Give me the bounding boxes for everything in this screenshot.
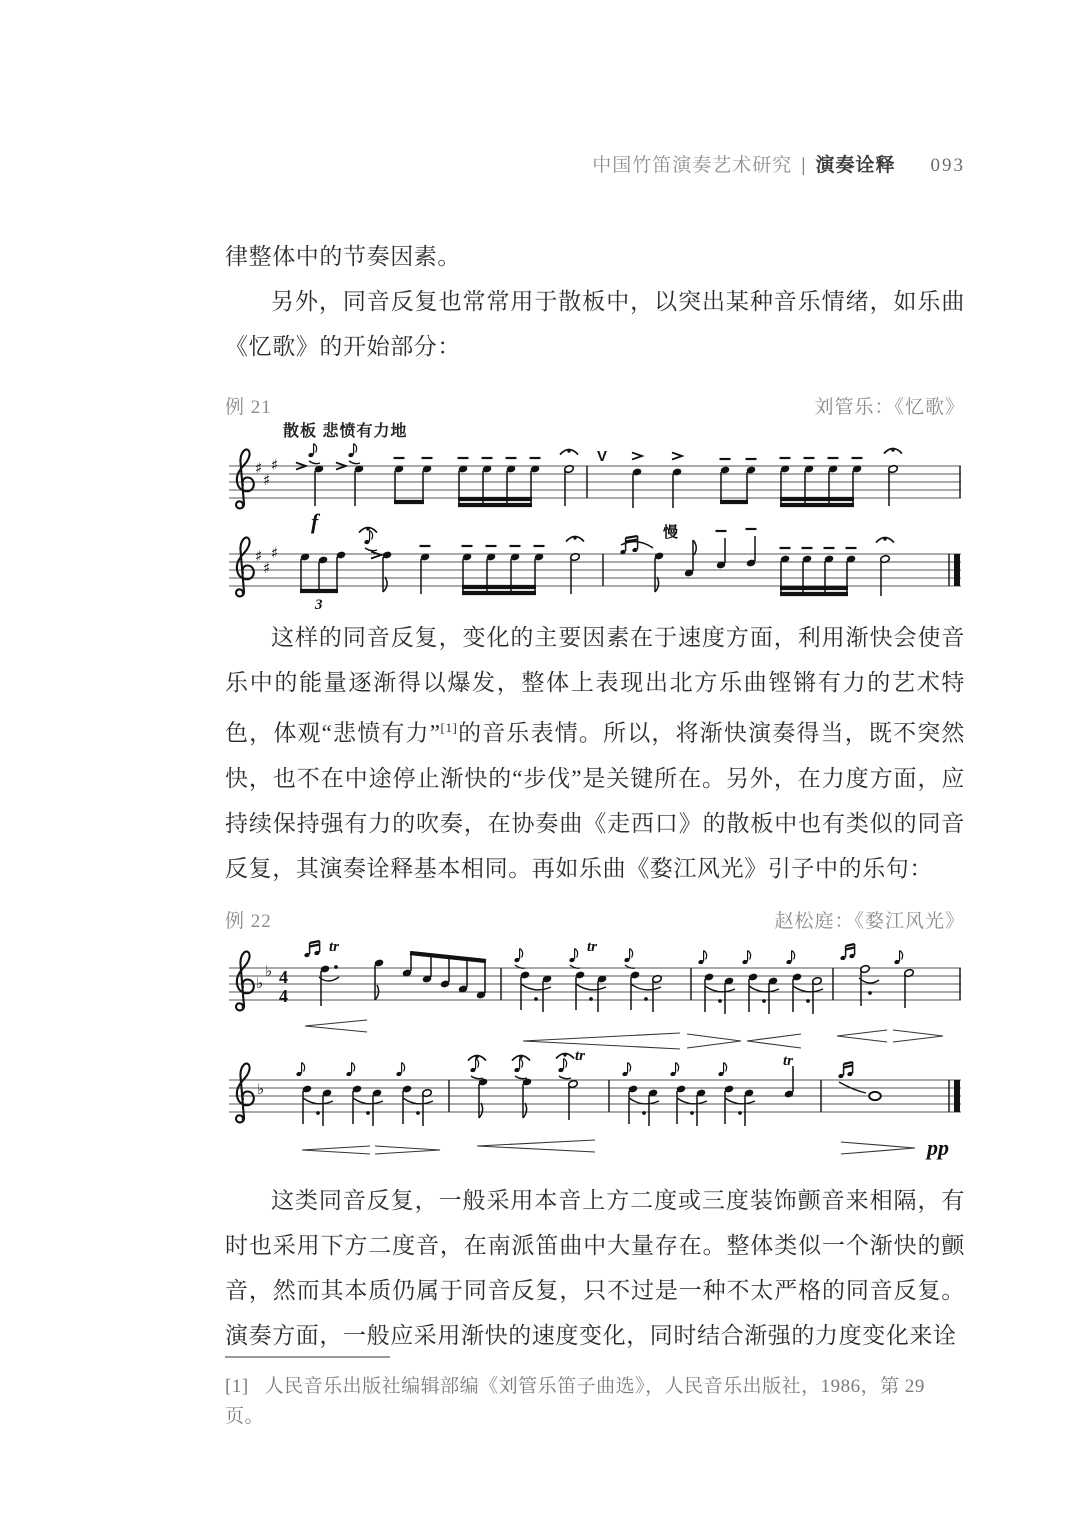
time-signature-top: 4 (279, 967, 288, 987)
page-number: 093 (930, 155, 965, 176)
trill-mark: tr (329, 939, 340, 955)
chapter-title: 演奏诠释 (815, 155, 896, 176)
score-21-system-1 (225, 436, 965, 536)
example-22-credit: 赵松庭：《婺江风光》 (774, 911, 965, 932)
dynamic-pp-label: pp (927, 1135, 949, 1160)
footnote-reference: [1] (440, 720, 458, 735)
trill-mark: tr (587, 939, 598, 955)
paragraph-3-text: 的音乐表情。所以，将渐快演奏得当，既不突然快，也不在中途停止渐快的“步伐”是关键所在。另外，在力度方面，应持续保持强有力的吹奏，在协奏曲《走西口》的散板中也有类似的同音反复，其演奏诠释基本相同。再如乐曲《婺江风光》引子中的乐句： (225, 720, 965, 881)
example-22-caption (225, 906, 965, 933)
footnote-area (225, 1356, 965, 1432)
breath-mark-label: V (597, 448, 608, 465)
treble-clef-icon (236, 449, 254, 508)
dynamic-f-label: f (311, 509, 319, 534)
paragraph-3 (225, 615, 965, 891)
sharp-icon: ♯ (255, 547, 263, 565)
example-21-credit: 刘管乐：《忆歌》 (814, 397, 965, 418)
treble-clef-icon (236, 537, 254, 596)
sharp-icon: ♯ (271, 544, 279, 562)
paragraph-4: 这类同音反复，一般采用本音上方二度或三度装饰颤音来相隔，有时也采用下方二度音，在南派笛曲中大量存在。整体类似一个渐快的颤音，然而其本质仍属于同音反复，只不过是一种不太严格的同音反复。演奏方面，一般应采用渐快的速度变化，同时结合渐强的力度变化来诠 (225, 1188, 965, 1348)
trill-mark: tr (575, 1050, 586, 1064)
footnote-divider (225, 1356, 390, 1358)
sharp-icon: ♯ (263, 471, 271, 489)
score-example-21 (225, 412, 965, 624)
triplet-number: 3 (315, 597, 323, 613)
treble-clef-icon (236, 1063, 254, 1122)
body-text-block-1 (225, 234, 965, 369)
flat-icon: ♭ (265, 962, 273, 980)
example-21-label: 例 21 (225, 397, 272, 418)
footnote-marker: [1] (225, 1376, 249, 1397)
time-signature-bottom: 4 (279, 986, 288, 1006)
header-separator: | (802, 155, 806, 176)
footnote (225, 1372, 965, 1432)
tempo-marking: 散板 悲愤有力地 (283, 423, 408, 440)
slow-tempo-mark: 慢 (663, 524, 679, 541)
paragraph-continuation: 律整体中的节奏因素。 (225, 244, 461, 269)
body-text-block-2 (225, 615, 965, 891)
score-21-system-2 (225, 524, 965, 624)
sharp-icon: ♯ (263, 559, 271, 577)
paragraph-3-text: 这样的同音反复，变化的主要因素在于速度方面，利用渐快会使音乐中的能量逐渐得以爆发，整体上表现出北方乐曲铿锵有力的艺术特色，体观“悲愤有力” (225, 625, 965, 746)
page-header (592, 150, 965, 177)
book-title: 中国竹笛演奏艺术研究 (592, 155, 793, 176)
example-22-label: 例 22 (225, 911, 272, 932)
sharp-icon: ♯ (255, 459, 263, 477)
score-22-system-2 (225, 1050, 965, 1170)
body-text-block-3 (225, 1178, 965, 1358)
score-22-system-1 (225, 938, 965, 1053)
flat-icon: ♭ (256, 974, 264, 992)
score-example-22 (225, 938, 965, 1173)
trill-mark: tr (783, 1053, 794, 1069)
flat-icon: ♭ (257, 1080, 265, 1098)
treble-clef-icon (236, 951, 254, 1010)
footnote-text: 人民音乐出版社编辑部编《刘管乐笛子曲选》，人民音乐出版社，1986，第 29 页。 (225, 1376, 925, 1427)
sharp-icon: ♯ (271, 456, 279, 474)
paragraph-2: 另外，同音反复也常常用于散板中，以突出某种音乐情绪，如乐曲《忆歌》的开始部分： (225, 289, 965, 359)
